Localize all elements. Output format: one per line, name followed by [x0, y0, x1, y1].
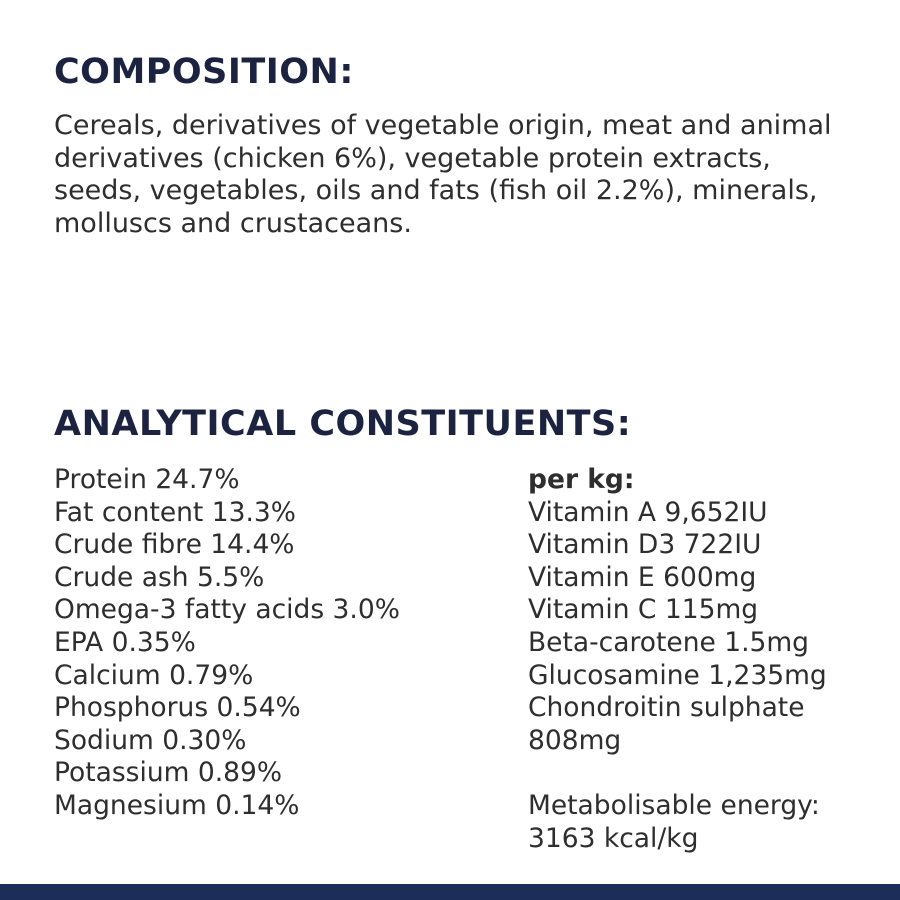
- constituent-item: Omega-3 fatty acids 3.0%: [54, 594, 400, 626]
- constituent-item: Crude ash 5.5%: [54, 561, 265, 593]
- constituents-list: [54, 464, 494, 823]
- constituent-item: Crude fibre 14.4%: [54, 529, 295, 561]
- composition-heading: COMPOSITION:: [54, 52, 354, 92]
- energy-value: 3163 kcal/kg: [528, 822, 699, 854]
- constituent-item: Sodium 0.30%: [54, 724, 247, 756]
- constituent-item: Magnesium 0.14%: [54, 789, 300, 821]
- energy-label: Metabolisable energy:: [528, 789, 820, 821]
- per-kg-item: Vitamin A 9,652IU: [528, 496, 768, 528]
- analytical-constituents-heading: ANALYTICAL CONSTITUENTS:: [54, 404, 632, 444]
- constituent-item: Phosphorus 0.54%: [54, 692, 301, 724]
- constituent-item: Potassium 0.89%: [54, 757, 283, 789]
- composition-text: Cereals, derivatives of vegetable origin, meat and animal derivatives (chicken 6%), vegetable protein extracts, seeds, vegetables, oils and fats (fish oil 2.2%), minerals, molluscs and crustaceans.: [54, 110, 832, 239]
- constituent-item: EPA 0.35%: [54, 626, 196, 658]
- list-spacer: [528, 757, 878, 790]
- constituent-item: Fat content 13.3%: [54, 496, 296, 528]
- per-kg-item: Vitamin C 115mg: [528, 594, 759, 626]
- per-kg-item: Chondroitin sulphate 808mg: [528, 692, 805, 756]
- per-kg-label: per kg:: [528, 464, 635, 495]
- per-kg-list: [528, 464, 878, 855]
- constituent-item: Calcium 0.79%: [54, 659, 254, 691]
- per-kg-item: Beta-carotene 1.5mg: [528, 626, 810, 658]
- per-kg-item: Vitamin E 600mg: [528, 561, 757, 593]
- constituent-item: Protein 24.7%: [54, 464, 240, 495]
- bottom-bar: [0, 884, 900, 900]
- per-kg-item: Glucosamine 1,235mg: [528, 659, 827, 691]
- per-kg-item: Vitamin D3 722IU: [528, 529, 762, 561]
